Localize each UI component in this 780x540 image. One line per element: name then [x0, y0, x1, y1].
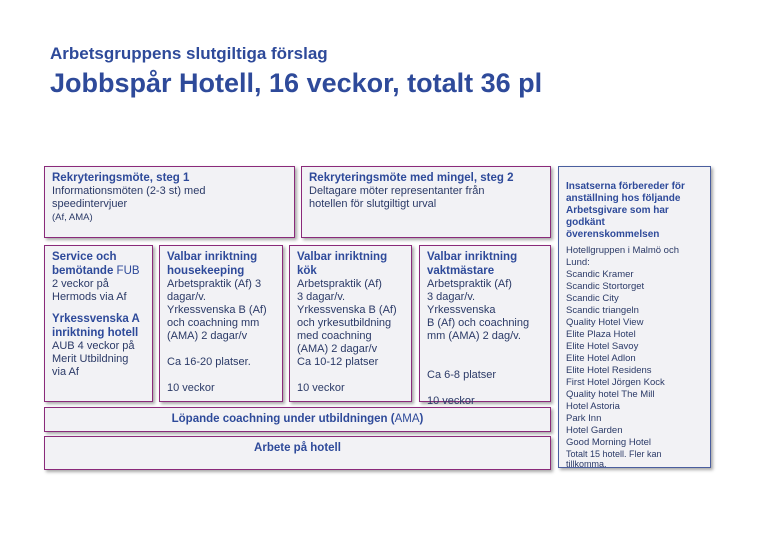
recruitment-step2-box [301, 166, 551, 238]
kitchen-line6: (AMA) 2 dagar/v [297, 343, 378, 355]
hotel-list-item: Elite Hotel Adlon [566, 353, 636, 364]
service-title1: Service och [52, 251, 117, 263]
step2-line1: Deltagare möter representanter från [309, 185, 485, 197]
housekeeping-line4: och coachning mm [167, 317, 260, 329]
hotel-list-item: Elite Hotel Savoy [566, 341, 639, 352]
employers-head3: Arbetsgivare som har [566, 205, 669, 216]
caretaker-line2: 3 dagar/v. Yrkessvenska [427, 291, 496, 316]
hotel-list-item: Hotel Astoria [566, 401, 620, 412]
page-title: Jobbspår Hotell, 16 veckor, totalt 36 pl [50, 68, 543, 98]
coaching-tag: AMA [394, 413, 420, 425]
employers-head4: godkänt [566, 217, 605, 228]
step1-line1: Informationsmöten (2-3 st) med [52, 185, 206, 197]
caretaker-box [419, 245, 551, 407]
hotel-list-item: Scandic Kramer [566, 269, 634, 280]
kitchen-line5: med coachning [297, 330, 372, 342]
housekeeping-title1: Valbar inriktning [167, 251, 258, 263]
kitchen-title2: kök [297, 265, 317, 277]
step1-title: Rekryteringsmöte, steg 1 [52, 172, 190, 184]
kitchen-line1: Arbetspraktik (Af) [297, 278, 382, 290]
caretaker-line1: Arbetspraktik (Af) [427, 278, 512, 290]
hotel-list-item: First Hotel Jörgen Kock [566, 377, 665, 388]
page-subtitle: Arbetsgruppens slutgiltiga förslag [50, 44, 328, 63]
service-title2-row [52, 264, 145, 278]
recruitment-step1-box [44, 166, 295, 238]
housekeeping-places: Ca 16-20 platser. [167, 356, 251, 368]
employers-note2: tillkomma. [566, 459, 607, 469]
housekeeping-box [159, 245, 283, 402]
caretaker-line4: mm (AMA) 2 dag/v. [427, 330, 521, 342]
employers-head1: Insatserna förbereder för [566, 181, 685, 192]
kitchen-line4: och yrkesutbildning [297, 317, 392, 329]
employers-intro1: Hotellgruppen i Malmö och [566, 245, 680, 256]
coaching-text: Löpande coachning under utbildningen ( [171, 413, 395, 425]
caretaker-title2: vaktmästare [427, 265, 495, 277]
employers-box [558, 166, 711, 468]
kitchen-weeks: 10 veckor [297, 382, 345, 394]
service-line4: Merit Utbildning [52, 353, 129, 365]
service-title3: Yrkessvenska A [52, 313, 140, 325]
service-tag: FUB [116, 265, 140, 277]
hotel-list [566, 269, 703, 449]
step1-line2: speedintervjuer [52, 198, 128, 210]
service-line1: 2 veckor på [52, 278, 109, 290]
employers-head2: anställning hos följande [566, 193, 681, 204]
caretaker-line3: B (Af) och coachning [427, 317, 530, 329]
caretaker-places: Ca 6-8 platser [427, 369, 497, 381]
housekeeping-weeks: 10 veckor [167, 382, 215, 394]
hotel-list-item: Scandic triangeln [566, 305, 639, 316]
work-text: Arbete på hotell [254, 442, 341, 454]
coaching-close: ) [419, 413, 424, 425]
housekeeping-line3: Yrkessvenska B (Af) [167, 304, 267, 316]
kitchen-title1: Valbar inriktning [297, 251, 388, 263]
kitchen-line2: 3 dagar/v. [297, 291, 346, 303]
housekeeping-line1: Arbetspraktik (Af) 3 [167, 278, 262, 290]
housekeeping-line2: dagar/v. [167, 291, 206, 303]
hotel-list-item: Scandic Stortorget [566, 281, 645, 292]
service-title4: inriktning hotell [52, 327, 139, 339]
hotel-list-item: Elite Hotel Residens [566, 365, 652, 376]
kitchen-places: Ca 10-12 platser [297, 356, 379, 368]
caretaker-weeks: 10 veckor [427, 395, 475, 407]
hotel-list-item: Elite Plaza Hotel [566, 329, 636, 340]
employers-note1: Totalt 15 hotell. Fler kan [566, 449, 662, 459]
kitchen-line3: Yrkessvenska B (Af) [297, 304, 397, 316]
hotel-list-item: Hotel Garden [566, 425, 623, 436]
service-title2: bemötande [52, 265, 114, 277]
hotel-list-item: Quality hotel The Mill [566, 389, 655, 400]
step1-note: (Af, AMA) [52, 212, 93, 223]
service-box [44, 245, 153, 402]
employers-head5: överenskommelsen [566, 229, 660, 240]
housekeeping-title2: housekeeping [167, 265, 245, 277]
service-line2: Hermods via Af [52, 291, 127, 303]
kitchen-box [289, 245, 412, 402]
step2-line2: hotellen för slutgiltigt urval [309, 198, 437, 210]
employers-intro2: Lund: [566, 257, 590, 268]
housekeeping-line5: (AMA) 2 dagar/v [167, 330, 248, 342]
work-bar [44, 436, 551, 470]
hotel-list-item: Quality Hotel View [566, 317, 644, 328]
hotel-list-item: Good Morning Hotel [566, 437, 652, 448]
service-line3: AUB 4 veckor på [52, 340, 135, 352]
caretaker-title1: Valbar inriktning [427, 251, 518, 263]
hotel-list-item: Park Inn [566, 413, 602, 424]
coaching-bar [44, 407, 551, 432]
hotel-list-item: Scandic City [566, 293, 619, 304]
step2-title: Rekryteringsmöte med mingel, steg 2 [309, 172, 514, 184]
service-line5: via Af [52, 366, 79, 378]
